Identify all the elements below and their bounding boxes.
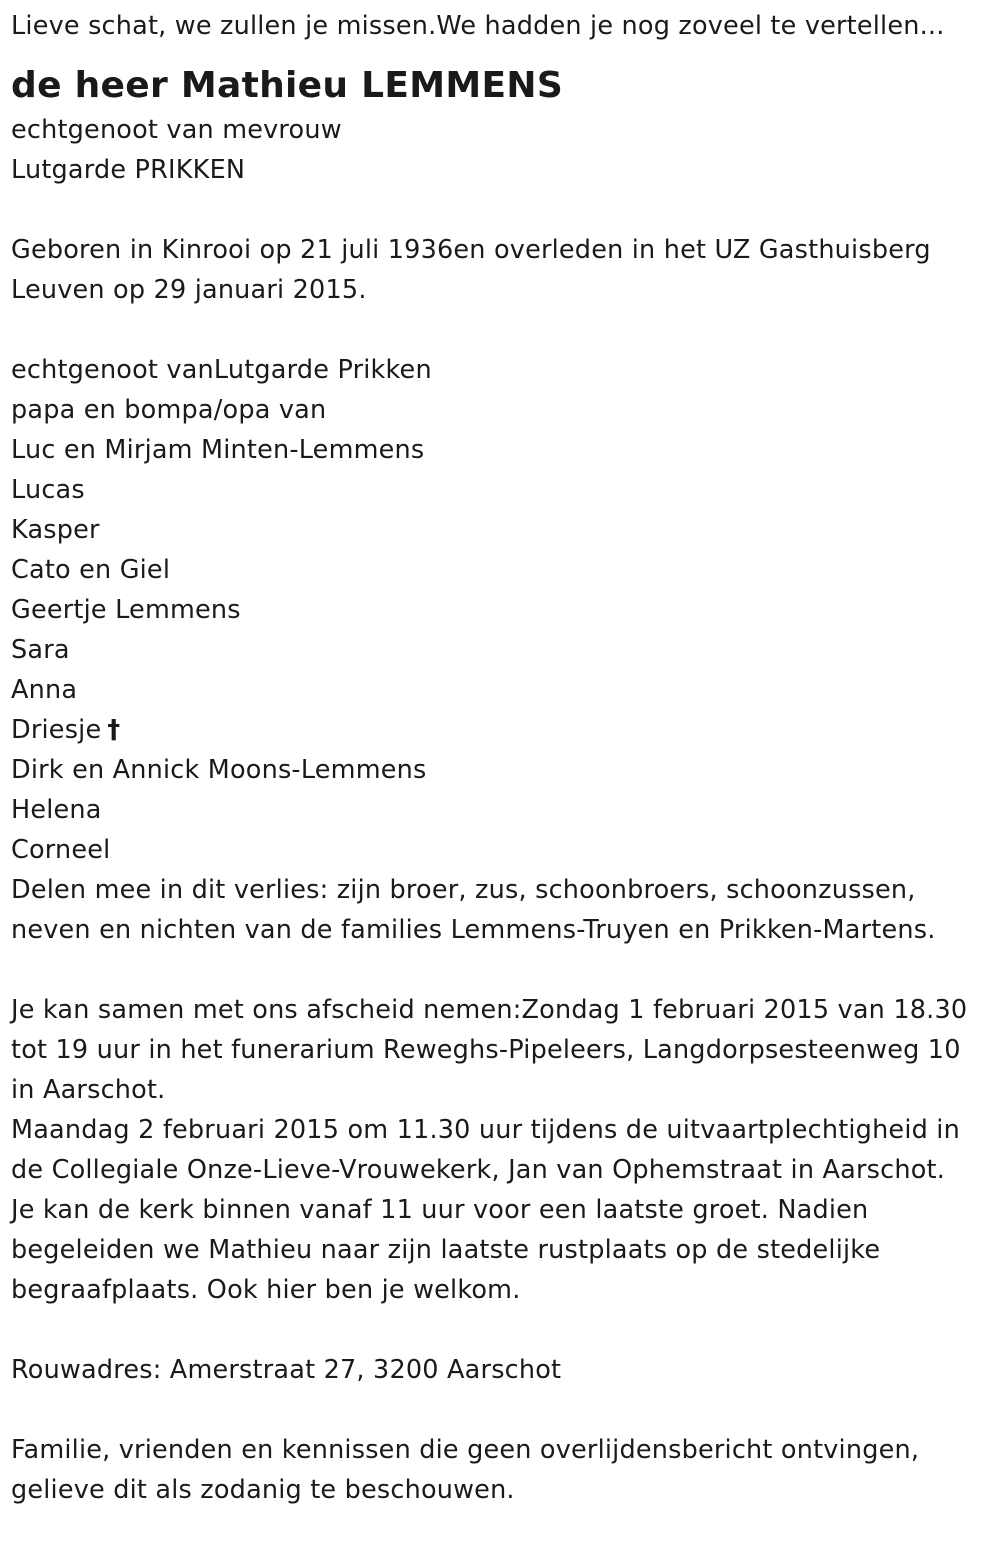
- farewell-line: Je kan samen met ons afscheid nemen:Zondag 1 februari 2015 van 18.30: [11, 995, 968, 1025]
- family-member: Kasper: [11, 515, 100, 545]
- spacer: [11, 310, 1000, 350]
- farewell-line: Maandag 2 februari 2015 om 11.30 uur tijdens de uitvaartplechtigheid in: [11, 1115, 960, 1145]
- family-member: Anna: [11, 675, 78, 705]
- farewell-line: de Collegiale Onze-Lieve-Vrouwekerk, Jan van Ophemstraat in Aarschot.: [11, 1155, 946, 1185]
- family-member-deceased: [11, 710, 1000, 750]
- birth-death-line-2: Leuven op 29 januari 2015.: [11, 275, 367, 305]
- family-member-name: Driesje: [11, 715, 102, 745]
- sharing-line-2: neven en nichten van de families Lemmens-Truyen en Prikken-Martens.: [11, 915, 936, 945]
- sharing-line-1: Delen mee in dit verlies: zijn broer, zus, schoonbroers, schoonzussen,: [11, 875, 916, 905]
- intro-text: Lieve schat, we zullen je missen.We hadden je nog zoveel te vertellen...: [11, 11, 945, 41]
- family-member: Sara: [11, 635, 70, 665]
- family-parent-line: papa en bompa/opa van: [11, 395, 327, 425]
- family-member: Luc en Mirjam Minten-Lemmens: [11, 435, 425, 465]
- spacer: [11, 190, 1000, 230]
- spouse-line-1: echtgenoot van mevrouw: [11, 115, 342, 145]
- closing-line-2: gelieve dit als zodanig te beschouwen.: [11, 1475, 515, 1505]
- family-member: Helena: [11, 795, 102, 825]
- family-member: Dirk en Annick Moons-Lemmens: [11, 755, 427, 785]
- spouse-line-2: Lutgarde PRIKKEN: [11, 155, 246, 185]
- mourning-address: Rouwadres: Amerstraat 27, 3200 Aarschot: [11, 1355, 562, 1385]
- farewell-line: begraafplaats. Ook hier ben je welkom.: [11, 1275, 521, 1305]
- family-member: Cato en Giel: [11, 555, 171, 585]
- family-spouse-line: echtgenoot vanLutgarde Prikken: [11, 355, 432, 385]
- family-member: Geertje Lemmens: [11, 595, 241, 625]
- birth-death-line-1: Geboren in Kinrooi op 21 juli 1936en overleden in het UZ Gasthuisberg: [11, 235, 931, 265]
- family-member: Corneel: [11, 835, 111, 865]
- farewell-line: in Aarschot.: [11, 1075, 166, 1105]
- spacer: [11, 950, 1000, 990]
- closing-line-1: Familie, vrienden en kennissen die geen overlijdensbericht ontvingen,: [11, 1435, 920, 1465]
- deceased-name: de heer Mathieu LEMMENS: [11, 65, 564, 106]
- farewell-line: begeleiden we Mathieu naar zijn laatste rustplaats op de stedelijke: [11, 1235, 881, 1265]
- spacer: [11, 1310, 1000, 1350]
- spacer: [11, 1390, 1000, 1430]
- cross-icon: †: [107, 715, 121, 745]
- family-member: Lucas: [11, 475, 85, 505]
- farewell-line: Je kan de kerk binnen vanaf 11 uur voor een laatste groet. Nadien: [11, 1195, 869, 1225]
- farewell-line: tot 19 uur in het funerarium Reweghs-Pipeleers, Langdorpsesteenweg 10: [11, 1035, 961, 1065]
